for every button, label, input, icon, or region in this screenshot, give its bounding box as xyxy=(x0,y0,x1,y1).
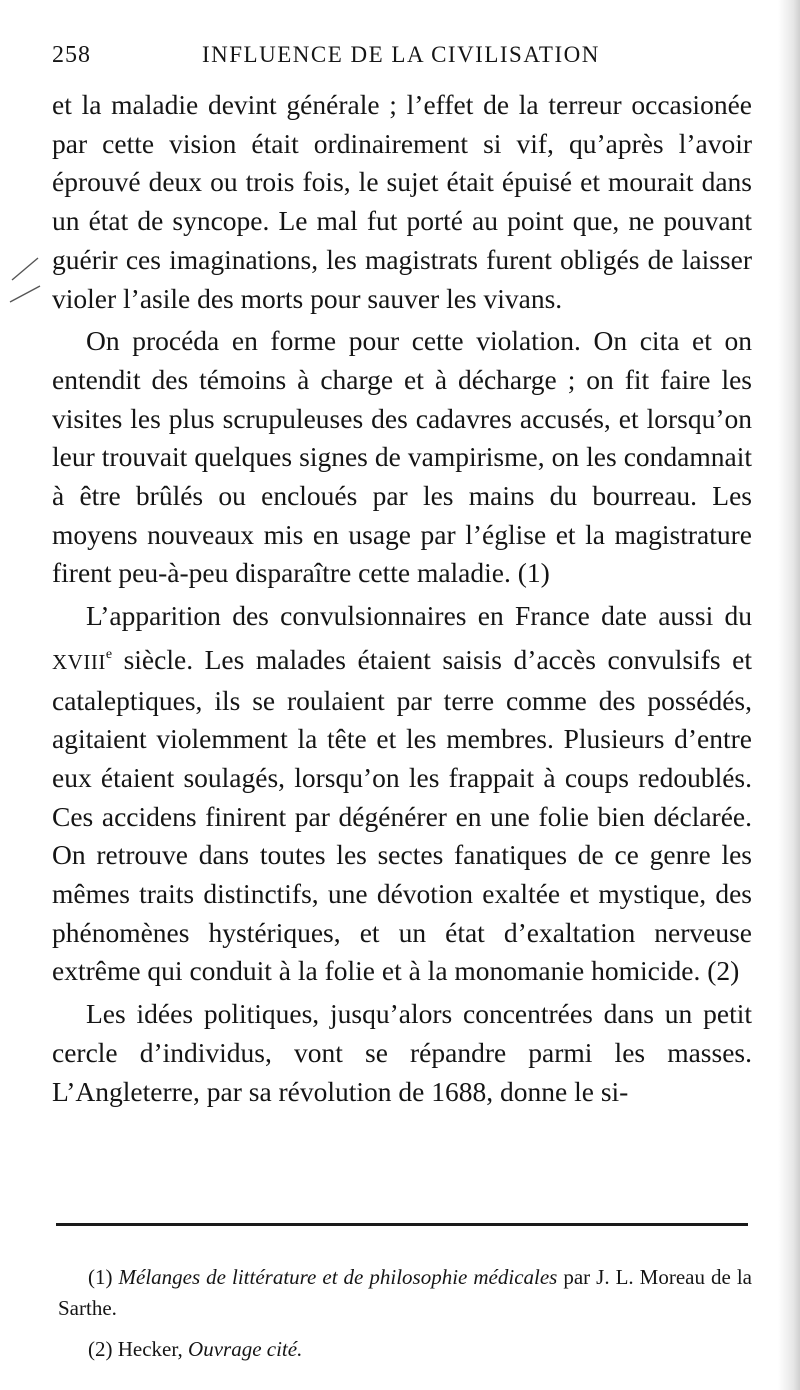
scan-edge-shadow xyxy=(778,0,800,1390)
footnote-2-marker: (2) xyxy=(88,1337,113,1361)
century-numeral: XVIII xyxy=(52,649,106,674)
paragraph-1: et la maladie devint générale ; l’effet de la terreur occasionée par cette vision était ordinairement si vif, qu’après l’avoir éprouvé deux ou trois fois, le sujet était épuisé et mourait dans un état de syncope. Le mal fut porté au point que, ne pouvant guérir ces imaginations, les magistrats furent obligés de laisser violer l’asile des morts pour sauver les vivans. xyxy=(52,89,752,314)
footnote-rule xyxy=(56,1223,748,1226)
footnote-1-title: Mélanges de littérature et de philosophie médicales xyxy=(118,1265,558,1289)
footnote-1-marker: (1) xyxy=(88,1265,113,1289)
paragraph-3-rest: siècle. Les malades étaient saisis d’accès convulsifs et cataleptiques, ils se roulaient par terre comme des possédés, agitaient violemment la tête et les membres. Plusieurs d’entre eux étaient soulagés, lorsqu’on les frappait à coups redoublés. Ces accidens finirent par dégénérer en une folie bien déclarée. On retrouve dans toutes les sectes fanatiques de ce genre les mêmes traits distinctifs, une dévotion exaltée et mystique, des phénomènes hystériques, et un état d’exaltation nerveuse extrême qui conduit à la folie et à la monomanie homicide. (2) xyxy=(52,643,752,987)
footnote-1-rest: par J. L. Moreau de la Sarthe. xyxy=(58,1265,752,1320)
paragraph-4: Les idées politiques, jusqu’alors concentrées dans un petit cercle d’individus, vont se répandre parmi les masses. L’Angleterre, par sa révolution de 1688, donne le si- xyxy=(52,998,752,1107)
century-superscript: e xyxy=(105,646,113,662)
paragraph-2: On procéda en forme pour cette violation. On cita et on entendit des témoins à charge et à décharge ; on fit faire les visites les plus scrupuleuses des cadavres accusés, et lorsqu’on leur trouvait quelques signes de vampirisme, on les condamnait à être brûlés ou encloués par les mains du bourreau. Les moyens nouveaux mis en usage par l’église et la magistrature firent peu-à-peu disparaître cette maladie. (1) xyxy=(52,325,752,589)
page-header xyxy=(52,38,752,78)
footnotes xyxy=(58,1262,752,1365)
running-title: INFLUENCE DE LA CIVILISATION xyxy=(202,42,600,67)
paragraph-3 xyxy=(52,597,752,991)
footnote-2-title: Ouvrage cité. xyxy=(188,1337,303,1361)
body-text xyxy=(52,86,752,1111)
page-number: 258 xyxy=(52,42,91,68)
footnote-1 xyxy=(58,1262,752,1324)
paragraph-3-start: L’apparition des convulsionnaires en France date aussi du xyxy=(86,600,752,632)
footnote-2 xyxy=(58,1334,752,1365)
footnote-2-author: Hecker, xyxy=(112,1337,189,1361)
margin-pencil-mark xyxy=(4,250,42,310)
